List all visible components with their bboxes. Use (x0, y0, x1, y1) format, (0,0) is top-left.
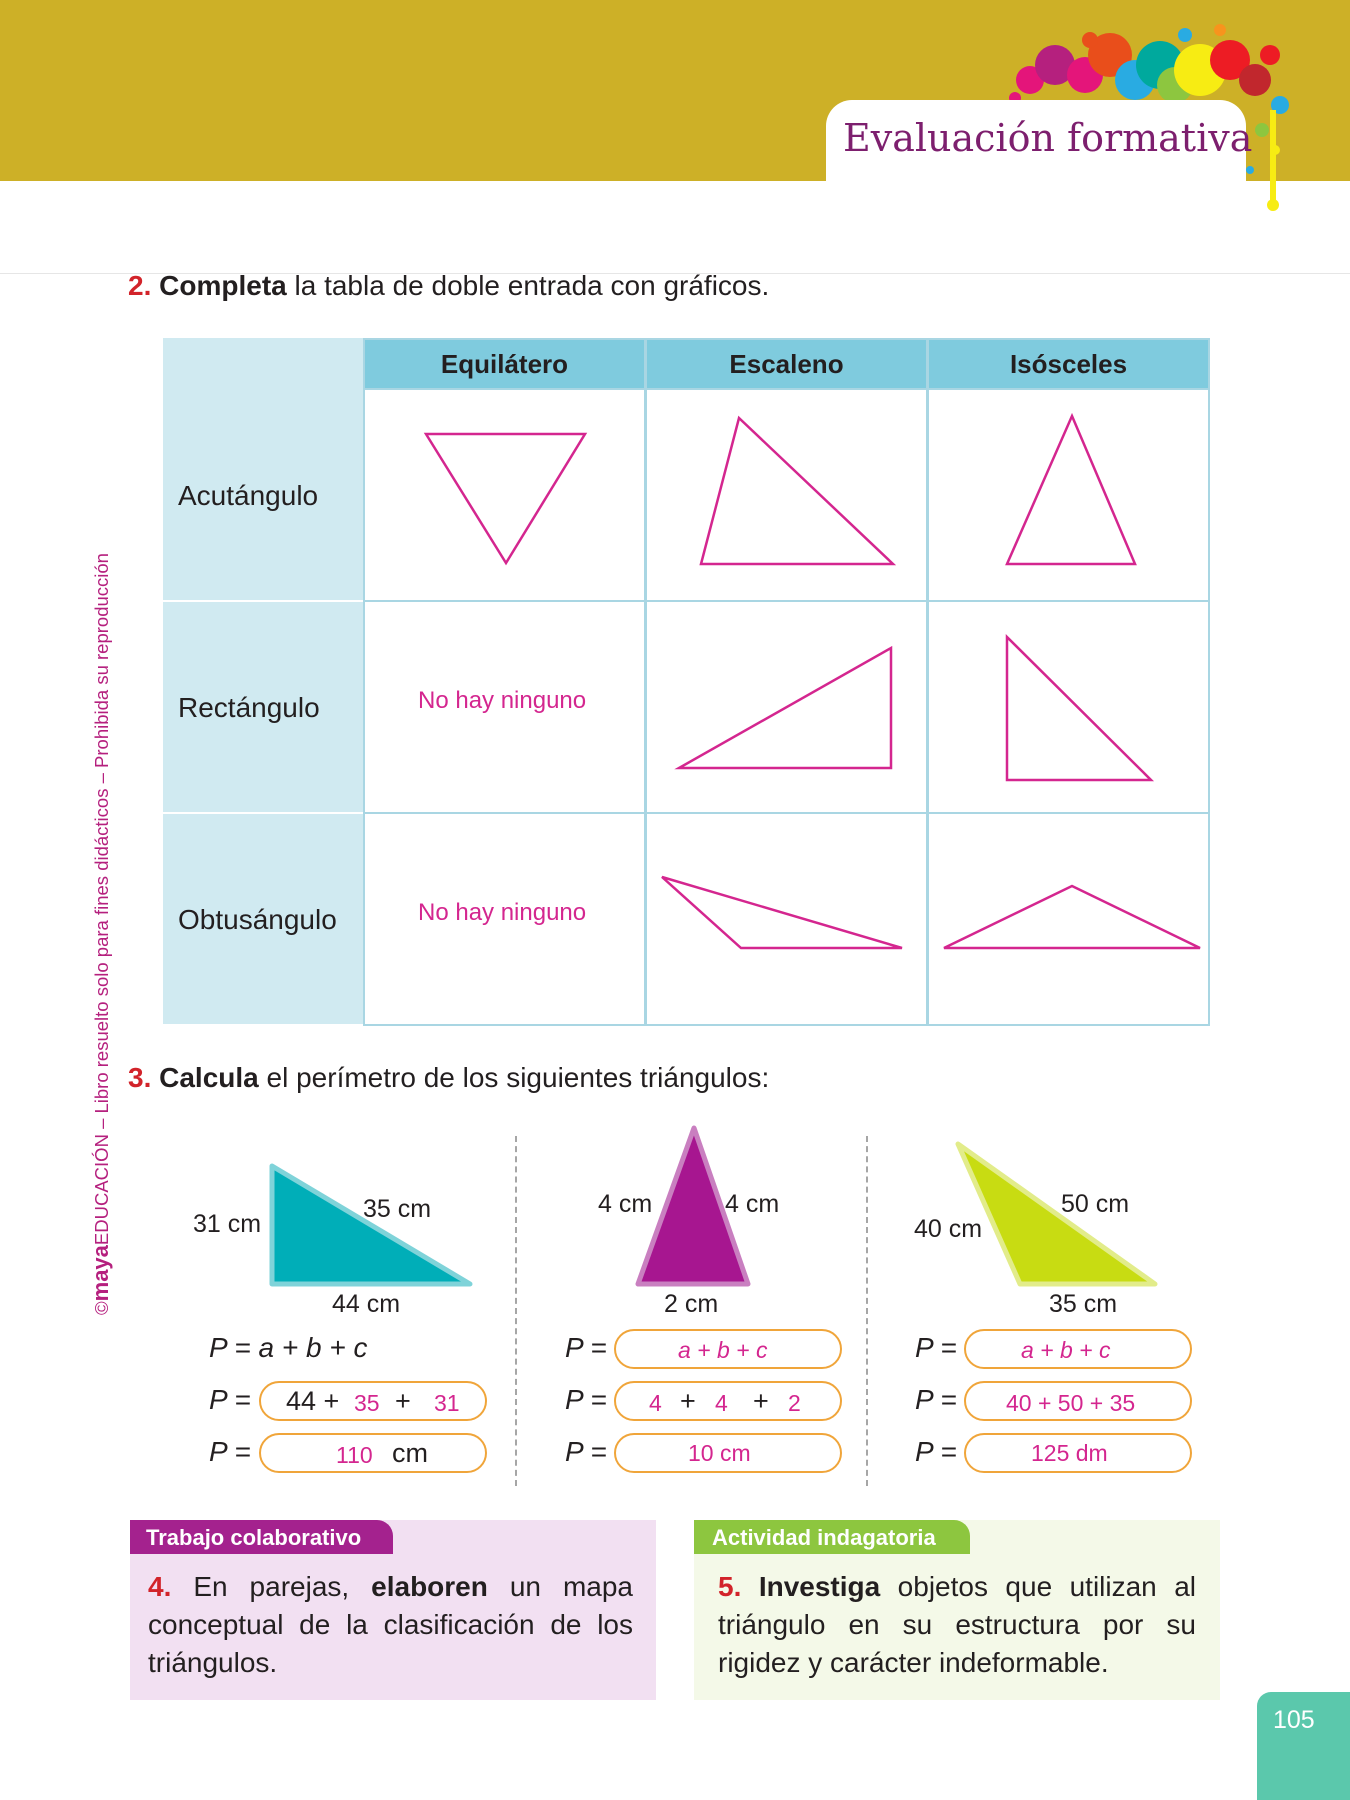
column-header-isosceles: Isósceles (927, 338, 1210, 390)
question-2: 2. Completa la tabla de doble entrada con gráficos. (128, 270, 770, 301)
sum-plus: + (395, 1386, 411, 1416)
page-title: Evaluación formativa (843, 116, 1253, 160)
p-label: P = (209, 1436, 251, 1467)
p-label: P = (915, 1332, 957, 1363)
copyright-sidebar: ©mayaEDUCACIÓN – Libro resuelto solo para fines didácticos – Prohibida su reproducción (88, 553, 113, 1315)
question-5: 5. Investiga objetos que utilizan al triángulo en su estructura por su rigidez y carácter indeformable. (718, 1571, 1197, 1678)
sum-given: 44 + (286, 1386, 340, 1416)
answer-box[interactable] (259, 1433, 487, 1473)
p-label: P = (565, 1384, 607, 1415)
p-label: P = (565, 1436, 607, 1467)
sum-answer: 40 + 50 + 35 (1006, 1390, 1136, 1416)
side-label: 4 cm (598, 1190, 653, 1218)
column-divider (866, 1136, 868, 1486)
no-triangle-text: No hay ninguno (418, 899, 587, 926)
result-unit: cm (392, 1438, 428, 1468)
question-3: 3. Calcula el perímetro de los siguientes triángulos: (128, 1062, 770, 1093)
sum-answer: 2 (788, 1390, 801, 1416)
formula-line: P = a + b + c (209, 1332, 368, 1363)
row-label-rectangulo: Rectángulo (178, 692, 320, 723)
side-label: 50 cm (1061, 1190, 1130, 1218)
column-header-escaleno: Escaleno (645, 338, 928, 390)
p-label: P = (209, 1384, 251, 1415)
sum-answer: 4 (649, 1390, 662, 1416)
result-answer: 10 cm (688, 1440, 751, 1466)
p-label: P = (915, 1436, 957, 1467)
base-label: 35 cm (1049, 1290, 1118, 1318)
side-label: 4 cm (725, 1190, 780, 1218)
brand-logo: maya (88, 1245, 113, 1302)
triangle-teal (272, 1166, 470, 1284)
base-label: 2 cm (664, 1290, 719, 1318)
p-label: P = (915, 1384, 957, 1415)
side-label: 31 cm (193, 1210, 262, 1238)
sum-plus: + (680, 1386, 696, 1416)
row-label-acutangulo: Acutángulo (178, 480, 319, 511)
base-label: 44 cm (332, 1290, 401, 1318)
p-label: P = (565, 1332, 607, 1363)
no-triangle-text: No hay ninguno (418, 687, 587, 714)
inquiry-tab-label: Actividad indagatoria (712, 1525, 936, 1550)
column-divider (515, 1136, 517, 1486)
sum-plus: + (753, 1386, 769, 1416)
question-4: 4. En parejas, elaboren un mapa conceptual de la clasificación de los triángulos. (148, 1571, 633, 1678)
row-label-obtusangulo: Obtusángulo (178, 904, 337, 935)
column-header-equilatero: Equilátero (363, 338, 646, 390)
side-label: 40 cm (914, 1215, 983, 1243)
sum-answer: 35 (354, 1390, 380, 1416)
result-answer: 110 (336, 1442, 373, 1468)
page-number: 105 (1273, 1706, 1315, 1734)
sum-answer: 4 (715, 1390, 728, 1416)
sum-answer: 31 (434, 1390, 460, 1416)
formula-answer: a + b + c (1021, 1337, 1111, 1363)
side-label: 35 cm (363, 1195, 432, 1223)
result-answer: 125 dm (1031, 1440, 1108, 1466)
formula-answer: a + b + c (678, 1337, 768, 1363)
collab-tab-label: Trabajo colaborativo (146, 1525, 362, 1550)
